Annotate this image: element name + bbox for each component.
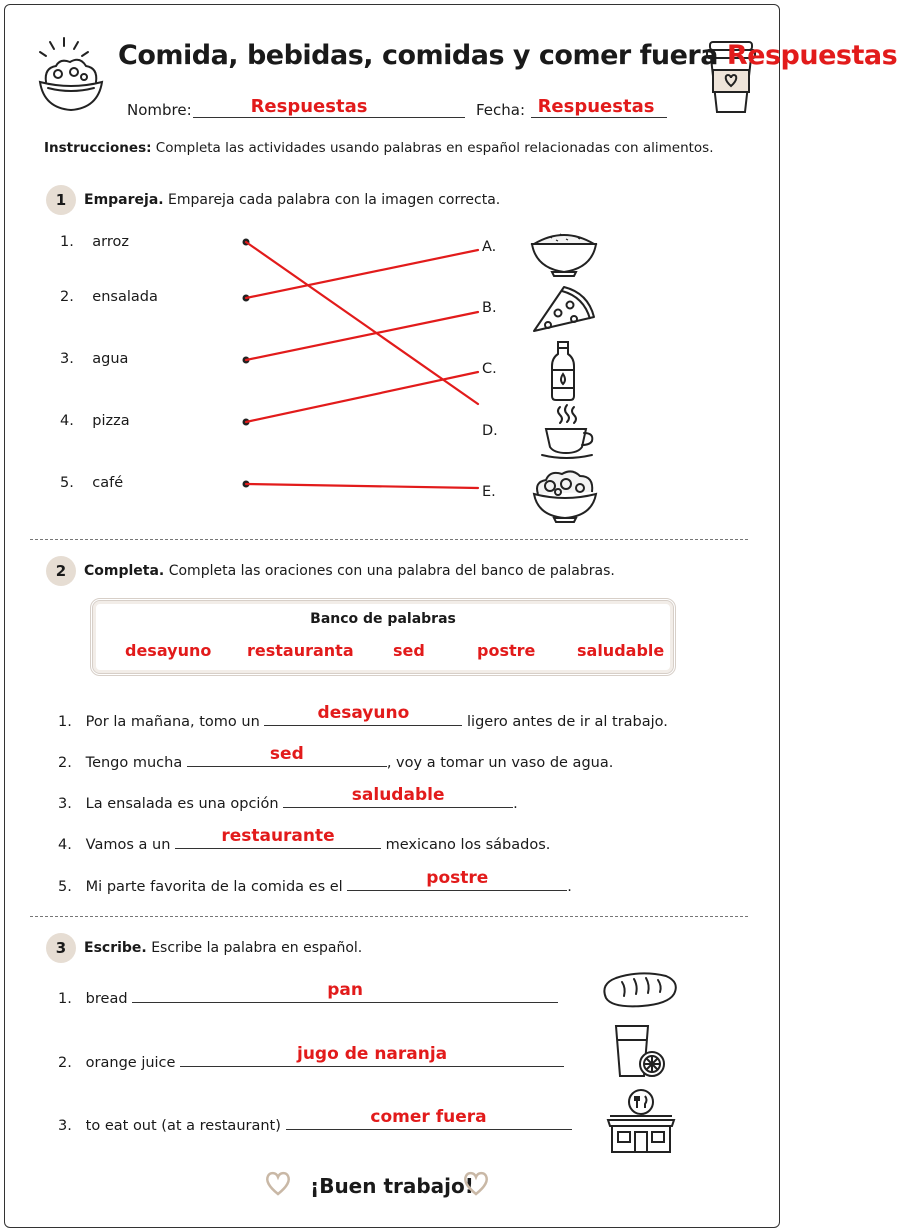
match-letter-d: D. [482, 423, 498, 439]
answer-blank[interactable]: comer fuera [286, 1112, 572, 1130]
word-bank-item: sed [393, 641, 425, 660]
word-bank-item: desayuno [125, 641, 212, 660]
answer-blank[interactable]: postre [347, 873, 567, 891]
name-value: Respuestas [250, 96, 368, 117]
sentence: 1. Por la mañana, tomo un desayuno ligero antes de ir al trabajo. [58, 703, 668, 730]
water-bottle-icon [548, 340, 578, 402]
section-1-heading: Empareja. Empareja cada palabra con la imagen correcta. [84, 192, 501, 208]
salad-bowl-icon [530, 466, 600, 524]
sentence: 4. Vamos a un restaurante mexicano los sábados. [58, 826, 551, 853]
section-2-number: 2 [46, 556, 76, 586]
heart-right-icon [462, 1170, 490, 1196]
title-answers-tag: Respuestas [726, 40, 897, 71]
match-item: 1. arroz [60, 234, 129, 250]
sentence: 2. Tengo mucha sed , voy a tomar un vaso de agua. [58, 744, 614, 771]
word-bank-item: postre [477, 641, 536, 660]
translation-item: 2. orange juice jugo de naranja [58, 1049, 564, 1071]
answer-blank[interactable]: pan [132, 985, 558, 1003]
translation-item: 3. to eat out (at a restaurant) comer fuera [58, 1112, 572, 1134]
section-divider [30, 916, 748, 917]
match-letter-b: B. [482, 300, 497, 316]
word-bank-title: Banco de palabras [310, 611, 456, 627]
sentence: 3. La ensalada es una opción saludable . [58, 785, 518, 812]
match-item: 3. agua [60, 351, 129, 367]
section-1-number: 1 [46, 185, 76, 215]
answer-blank[interactable]: restaurante [175, 831, 381, 849]
match-line-5-e [246, 484, 478, 488]
section-divider [30, 539, 748, 540]
match-line-2-a [246, 250, 478, 298]
orange-juice-icon [612, 1024, 668, 1082]
word-bank-item: saludable [577, 641, 665, 660]
name-label: Nombre: [127, 101, 192, 119]
answer-blank[interactable]: jugo de naranja [180, 1049, 564, 1067]
match-letter-e: E. [482, 484, 496, 500]
match-letter-c: C. [482, 361, 497, 377]
match-item: 2. ensalada [60, 289, 158, 305]
sentence: 5. Mi parte favorita de la comida es el postre . [58, 868, 572, 895]
instructions: Instrucciones: Completa las actividades usando palabras en español relacionadas con alimentos. [44, 140, 714, 156]
match-line-4-c [246, 372, 478, 422]
match-item: 5. café [60, 475, 124, 491]
translation-item: 1. bread pan [58, 985, 558, 1007]
restaurant-icon [606, 1086, 676, 1156]
pizza-slice-icon [530, 283, 598, 337]
bread-icon [598, 968, 680, 1012]
section-3-number: 3 [46, 933, 76, 963]
word-bank [90, 598, 676, 676]
footer-message: ¡Buen trabajo! [310, 1174, 474, 1198]
section-2-heading: Completa. Completa las oraciones con una palabra del banco de palabras. [84, 563, 615, 579]
page-title: Comida, bebidas, comidas y comer fuera Respuestas [118, 40, 897, 71]
word-bank-item: restauranta [247, 641, 354, 660]
matching-lines [0, 0, 784, 540]
rice-bowl-icon [530, 222, 598, 278]
date-value: Respuestas [537, 96, 655, 117]
answer-blank[interactable]: saludable [283, 790, 513, 808]
answer-blank[interactable]: sed [187, 749, 387, 767]
section-3-heading: Escribe. Escribe la palabra en español. [84, 940, 363, 956]
match-letter-a: A. [482, 239, 497, 255]
match-item: 4. pizza [60, 413, 130, 429]
answer-blank[interactable]: desayuno [264, 708, 462, 726]
match-line-3-b [246, 312, 478, 360]
date-label: Fecha: [476, 101, 526, 119]
coffee-cup-icon [540, 403, 598, 461]
